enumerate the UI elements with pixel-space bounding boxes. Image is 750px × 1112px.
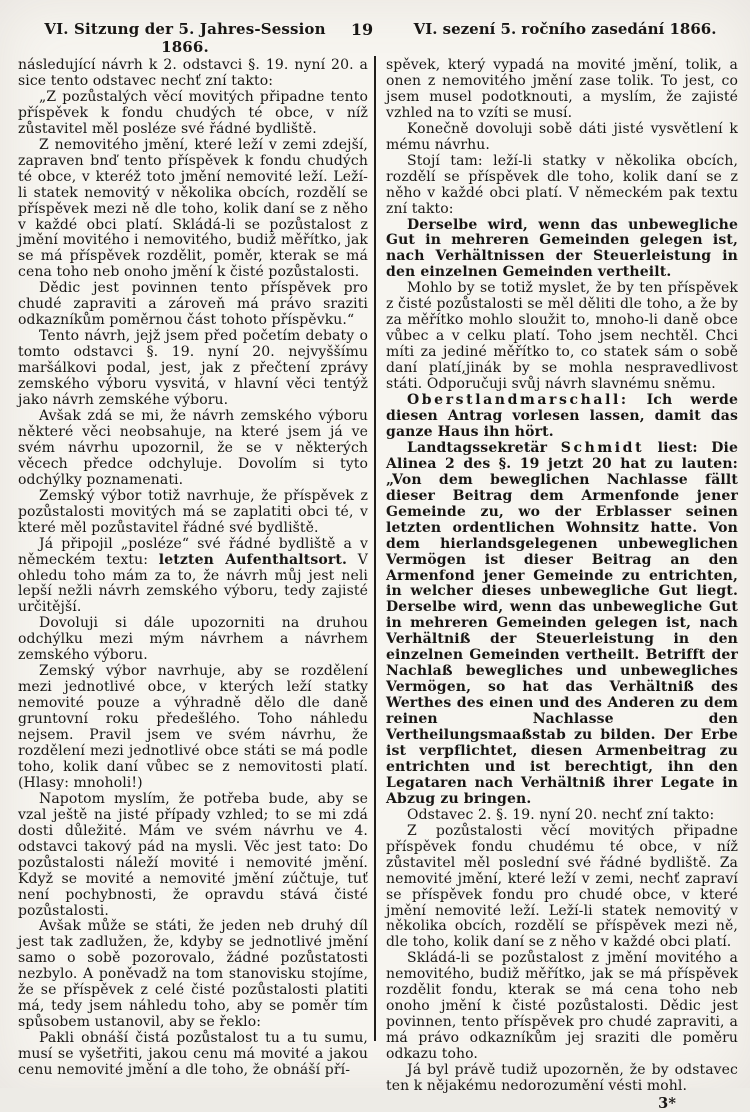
paragraph: [386, 393, 738, 441]
header-right-title: VI. sezení 5. ročního zasedání 1866.: [413, 20, 717, 38]
roman-text-segment: Konečně dovoluji sobě dáti jisté vysvětlení k mému návrhu.: [386, 120, 738, 153]
column-divider-rule: [374, 56, 376, 1041]
roman-text-segment: Zemský výbor totiž navrhuje, že příspěvek z pozůstalosti movitých má se zaplatiti obci té, v které měl pozůstavitel řádné své bydliště.: [18, 487, 368, 536]
roman-text-segment: Avšak může se státi, že jeden neb druhý díl jest tak zadlužen, že, kdyby se jednotlivé jmění samo o sobě pozorovalo, žádné pozůstatosti nezbylo. A poněvadž na tom stanovisku stojíme, že se příspěvek z celé čisté pozůstalosti platiti má, tedy jsem náhledu toho, aby se poměr tím spůsobem ustanovil, aby se řeklo:: [18, 918, 368, 1031]
roman-text-segment: spěvek, který vypadá na movité jmění, tolik, a onen z nemovitého jmění zase tolik. To jest, co jsem musel podotknouti, a myslím, že zajisté vzhled na to vzíti se musí.: [386, 57, 738, 121]
header-left-title: VI. Sitzung der 5. Jahres-Session 1866.: [44, 20, 326, 56]
paragraph: [386, 122, 738, 154]
paragraph: [18, 90, 368, 138]
roman-text-segment: Odstavec 2. §. 19. nyní 20. nechť zní takto:: [407, 806, 715, 823]
roman-text-segment: Z pozůstalosti věcí movitých připadne příspěvek fondu chudému té obce, v níž zůstavitel měl poslední své řádné bydliště. Za nemovité jmění, které leží v zemi, nechť zapraví se příspěvek fondu pro chudé obce, v které jmění nemovité leží. Leží-li statek nemovitý v několika obcích, rozdělí se příspěvek mezi ně, dle toho, kolik daní se z něho v každé obci platí.: [386, 822, 738, 951]
paragraph: [18, 409, 368, 489]
roman-text-segment: Napotom myslím, že potřeba bude, aby se vzal ještě na jisté případy vzhled; to se mi zdá dosti důležité. Mám ve svém návrhu ve 4. odstavci takový pád na mysli. Věc jest tato: Do pozůstalosti náleží movité i nemovité jmění. Když se movité a nemovité jmění zúčtuje, tuť není pochybnosti, že opravdu stává čisté pozůstalosti.: [18, 790, 368, 919]
paragraph: [386, 951, 738, 1063]
paragraph: [386, 441, 738, 808]
paragraph: [386, 808, 738, 824]
roman-text-segment: Mohlo by se totiž myslet, že by ten příspěvek z čisté pozůstalosti se měl děliti dle toho, a že by za měřítko mohlo sloužit to, mnoho-li daně obce vůbec a v celku platí. Toho jsem nechtěl. Chci míti za jediné měřítko to, co statek sám o sobě daní platí,jinák by se mohla nespravedlivost státi. Odporučuji svůj návrh slavnému sněmu.: [386, 280, 738, 393]
fraktur-text-segment: letzten Aufenthaltsort.: [158, 551, 348, 568]
paragraph: [18, 58, 368, 90]
page-number: 19: [350, 20, 374, 39]
fraktur-text-segment: Ich werde diesen Antrag vorlesen lassen, damit das ganze Haus ihn hört.: [386, 392, 738, 440]
paragraph: [18, 664, 368, 792]
paragraph: [386, 824, 738, 952]
roman-text-segment: Já byl právě tudiž upozorněn, že by odstavec ten k nějakému nedorozumění vésti mohl.: [386, 1062, 738, 1094]
paragraph: [18, 1031, 368, 1079]
paragraph: [386, 1063, 738, 1095]
roman-text-segment: Dědic jest povinnen tento příspěvek pro chudé zapraviti a zároveň má právo sraziti odkazníkům poměrnou část tohoto příspěvku.“: [18, 280, 368, 329]
roman-text-segment: Zemský výbor navrhuje, aby se rozdělení mezi jednotlivé obce, v kterých leží statky nemovité pouze a výhradně dělo dle daně gruntovní roku předešlého. Toho náhledu nejsem. Pravil jsem ve svém návrhu, že rozdělení mezi jednotlivé obce státi se má podle toho, kolik daní vůbec se z nemovitosti platí. (Hlasy: mnoholi!): [18, 663, 368, 791]
roman-text-segment: Já připojil „posléze“ své řádné bydliště a v německém textu:: [18, 535, 368, 568]
paragraph: [18, 919, 368, 1031]
paragraph: [18, 138, 368, 282]
signature-mark: 3*: [658, 1094, 676, 1112]
fraktur-text-segment: Schmidt: [560, 439, 645, 456]
paragraph: [18, 329, 368, 409]
paragraph: [18, 489, 368, 537]
roman-text-segment: Skládá-li se pozůstalost z jmění movitého a nemovitého, budiž měřítko, jak se má příspěvek rozdělit fondu, kterak se má cena toho neb onoho jmění k čisté pozůstalosti. Dědic jest povinnen, tento příspěvek pro chudé zapraviti, a má právo odkazníkům jej sraziti dle poměru odkazu toho.: [386, 950, 738, 1063]
right-text-column: [386, 58, 738, 1112]
paragraph: [386, 281, 738, 393]
paragraph: [18, 537, 368, 617]
page-header: [0, 20, 750, 56]
paragraph: [386, 218, 738, 282]
roman-text-segment: Pakli obnáší čistá pozůstalost tu a tu sumu, musí se vyšetřiti, jakou cenu má movité a jakou cenu nemovité jmění a dle toho, že obnáší pří-: [18, 1030, 368, 1079]
roman-text-segment: Dovoluji si dále upozorniti na druhou odchýlku mezi mým návrhem a návrhem zemského výboru.: [18, 615, 368, 664]
roman-text-segment: „Z pozůstalých věcí movitých připadne tento příspěvek k fondu chudých té obce, v níž zůstavitel měl posléze své řádné bydliště.: [18, 88, 368, 137]
paragraph: [386, 154, 738, 218]
fraktur-text-segment: Oberstlandmarschall:: [407, 392, 629, 409]
roman-text-segment: Z nemovitého jmění, které leží v zemi zdejší, zapraven bnď tento příspěvek k fondu chudých té obce, v kteréž toto jmění nemovité leží. Leží-li statek nemovitý v několika obcích, rozdělí se příspěvek mezi ně dle toho, kolik daní se z něho v každé obci platí. Skládá-li se pozůstalost z jmění movitého i nemovitého, budiž měřítko, jak se má příspěvek rozdělit, poměr, kterak se má cena toho neb onoho jmění k čisté pozůstalosti.: [18, 136, 368, 281]
paragraph: [18, 792, 368, 920]
fraktur-text-segment: Landtagssekretär: [407, 439, 561, 456]
roman-text-segment: následující návrh k 2. odstavci §. 19. nyní 20. a sice tento odstavec nechť zní takto:: [18, 57, 368, 89]
paragraph: [18, 281, 368, 329]
paragraph: [386, 58, 738, 122]
fraktur-text-segment: Derselbe wird, wenn das unbewegliche Gut in mehreren Gemeinden gelegen ist, nach Verhältnissen der Steuerleistung in den einzelnen Gemeinden vertheilt.: [386, 216, 738, 281]
left-text-column: [18, 58, 368, 1079]
fraktur-text-segment: liest: Die Alinea 2 des §. 19 jetzt 20 hat zu lauten: „Von dem beweglichen Nachlasse fällt dieser Beitrag dem Armenfonde jener Gemeinde zu, wo der Erblasser seinen letzten ordentlichen Wohnsitz hatte. Von dem hierlandsgelegenen unbeweglichen Vermögen ist dieser Beitrag an den Armenfond jener Gemeinde zu entrichten, in welcher dieses unbewegliche Gut liegt. Derselbe wird, wenn das unbewegliche Gut in mehreren Gemeinden gelegen ist, nach Verhältniß der Steuerleistung in den einzelnen Gemeinden vertheilt. Betrifft der Nachlaß bewegliches und unbewegliches Vermögen, so hat das Verhältniß des Werthes des einen und des Anderen zu dem reinen Nachlasse den Vertheilungsmaaßstab zu bilden. Der Erbe ist verpflichtet, diesen Armenbeitrag zu entrichten und ist berechtigt, ihn den Legataren nach Verhältniß ihrer Legate in Abzug zu bringen.: [386, 439, 739, 807]
roman-text-segment: Avšak zdá se mi, že návrh zemského výboru některé věci neobsahuje, na které jsem já ve svém návrhu upozornil, že se v některých věcech předce odchyluje. Dovolím si tyto odchýlky poznamenati.: [18, 407, 368, 488]
roman-text-segment: V ohledu toho mám za to, že návrh můj jest neli lepší nežli návrh zemského výboru, tedy zajisté určitější.: [18, 551, 368, 616]
paragraph: [18, 616, 368, 664]
roman-text-segment: Tento návrh, jejž jsem před početím debaty o tomto odstavci §. 19. nyní 20. nejvyššímu maršálkovi podal, jest, jak z přečtení zprávy zemského výboru vysvitá, v hlavní věci tentýž jako návrh zemskéhe výboru.: [18, 328, 368, 409]
roman-text-segment: Stojí tam: leží-li statky v několika obcích, rozdělí se příspěvek dle toho, kolik daní se z něho v každé obci platí. V německém pak textu zní takto:: [386, 152, 738, 217]
